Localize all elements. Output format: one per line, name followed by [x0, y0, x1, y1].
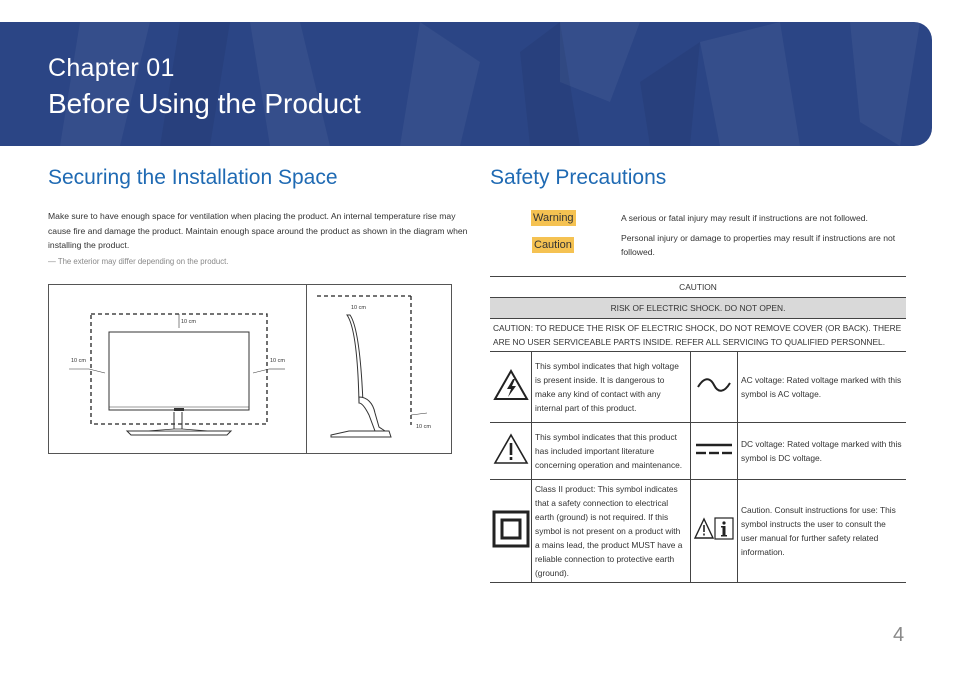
side-back-label: 10 cm — [416, 424, 431, 430]
table-row — [490, 352, 906, 423]
front-right-label: 10 cm — [270, 358, 285, 364]
consult-manual-icon — [693, 516, 735, 542]
caution-badge: Caution — [534, 239, 572, 251]
banner-pattern — [0, 22, 932, 146]
dc-voltage-icon — [694, 439, 734, 459]
caution-text: CAUTION: TO REDUCE THE RISK OF ELECTRIC SHOCK, DO NOT REMOVE COVER (OR BACK). THERE ARE NO USER SERVICEABLE PARTS INSIDE. REFER ALL SERVICING TO QUALIFIED PERSONNEL. — [490, 319, 906, 352]
side-stand-base — [331, 431, 391, 437]
side-top-label: 10 cm — [351, 305, 366, 311]
high-voltage-cell — [490, 352, 532, 423]
caution-subtitle-row — [490, 298, 906, 319]
caution-description: Personal injury or damage to properties may result if instructions are not followed. — [621, 233, 896, 257]
exclamation-cell — [490, 423, 532, 480]
high-voltage-icon — [491, 367, 531, 403]
ac-voltage-text: AC voltage: Rated voltage marked with this symbol is AC voltage. — [738, 352, 907, 423]
consult-manual-cell — [691, 480, 738, 583]
high-voltage-text: This symbol indicates that high voltage is present inside. It is dangerous to make any kind of contact with any internal part of this product. — [532, 352, 691, 423]
front-brand-mark — [174, 408, 184, 411]
ac-voltage-icon — [694, 375, 734, 395]
caution-table — [490, 276, 906, 583]
table-row — [490, 480, 906, 583]
side-stand-neck — [359, 397, 385, 431]
literature-text: This symbol indicates that this product has included important literature concerning operation and maintenance. — [532, 423, 691, 480]
installation-diagram — [48, 284, 452, 454]
chapter-title: Before Using the Product — [48, 88, 361, 119]
side-monitor-profile — [347, 315, 363, 403]
ac-voltage-cell — [691, 352, 738, 423]
installation-paragraph: Make sure to have enough space for ventilation when placing the product. An internal temperature rise may cause fire and damage the product. Maintain enough space around the product as shown in the diagram when installing the product. — [48, 211, 468, 251]
class-ii-icon — [491, 509, 531, 549]
front-left-label: 10 cm — [71, 358, 86, 364]
caution-subtitle: RISK OF ELECTRIC SHOCK. DO NOT OPEN. — [490, 298, 906, 319]
dc-voltage-cell — [691, 423, 738, 480]
warning-description: A serious or fatal injury may result if instructions are not followed. — [621, 213, 868, 223]
caution-title-row — [490, 277, 906, 298]
caution-title: CAUTION — [490, 277, 906, 298]
caution-text-row — [490, 319, 906, 352]
front-top-label: 10 cm — [181, 319, 196, 325]
installation-heading: Securing the Installation Space — [48, 166, 338, 189]
consult-manual-text: Caution. Consult instructions for use: This symbol instructs the user to consult the user manual for further safety related information. — [738, 480, 907, 583]
front-stand-base — [127, 431, 231, 435]
chapter-banner — [0, 22, 932, 146]
exterior-note: ― The exterior may differ depending on the product. — [48, 257, 229, 266]
clearance-diagram — [49, 285, 453, 455]
chapter-label: Chapter 01 — [48, 54, 175, 82]
front-monitor-screen — [109, 332, 249, 410]
exclamation-triangle-icon — [491, 432, 531, 466]
figure-divider — [306, 285, 307, 453]
class-ii-text: Class II product: This symbol indicates that a safety connection to electrical earth (ground) is not required. If this symbol is not present on a product with a mains lead, the product MUST have a reliable connection to protective earth (ground). — [532, 480, 691, 583]
table-row — [490, 423, 906, 480]
page-number: 4 — [893, 624, 905, 646]
class-ii-cell — [490, 480, 532, 583]
warning-badge: Warning — [533, 212, 574, 224]
safety-heading: Safety Precautions — [490, 166, 667, 189]
dc-voltage-text: DC voltage: Rated voltage marked with this symbol is DC voltage. — [738, 423, 907, 480]
